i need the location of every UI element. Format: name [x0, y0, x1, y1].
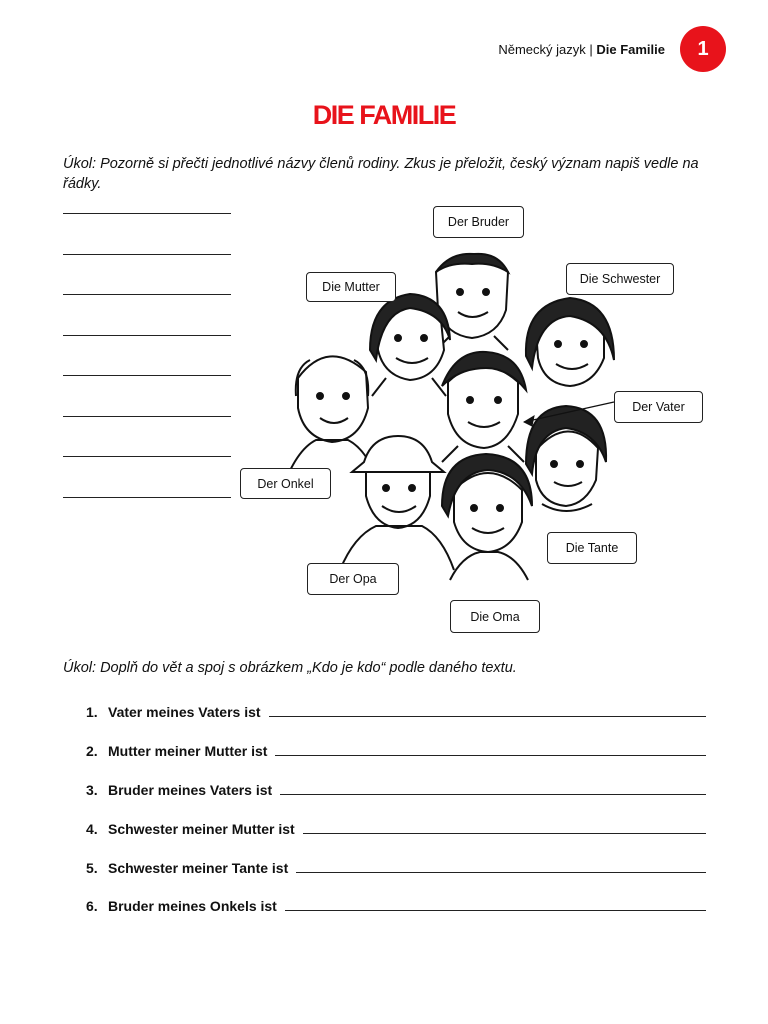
schwester-figure [526, 298, 614, 386]
page-number-badge: 1 [680, 26, 726, 72]
header-topic: Die Familie [596, 42, 665, 57]
oma-figure [442, 454, 532, 580]
answer-blank[interactable] [280, 782, 706, 795]
label-schwester: Die Schwester [566, 263, 674, 295]
question-list [86, 704, 706, 937]
answer-blank[interactable] [285, 898, 706, 911]
answer-line[interactable] [63, 374, 231, 376]
question-text: Schwester meiner Tante ist [108, 859, 289, 876]
answer-blank[interactable] [269, 704, 706, 717]
question-row [86, 704, 706, 743]
question-row [86, 898, 706, 937]
answer-blank[interactable] [296, 860, 706, 873]
answer-line[interactable] [63, 293, 231, 295]
label-onkel: Der Onkel [240, 468, 331, 499]
question-row [86, 821, 706, 860]
answer-line[interactable] [63, 455, 231, 457]
question-text: Mutter meiner Mutter ist [108, 742, 268, 759]
header-text [498, 42, 665, 57]
header-subject: Německý jazyk | [498, 42, 593, 57]
question-row [86, 782, 706, 821]
label-opa: Der Opa [307, 563, 399, 595]
question-number: 6. [86, 898, 98, 915]
tante-figure [526, 406, 606, 511]
answer-line[interactable] [63, 496, 231, 498]
question-number: 5. [86, 859, 98, 876]
label-bruder: Der Bruder [433, 206, 524, 238]
question-number: 3. [86, 781, 98, 798]
question-number: 1. [86, 704, 98, 720]
question-number: 4. [86, 820, 98, 837]
task-1-instructions: Úkol: Pozorně si přečti jednotlivé názvy členů rodiny. Zkus je přeložit, český význam napiš vedle na řádky. [63, 156, 699, 192]
question-text: Schwester meiner Mutter ist [108, 820, 295, 837]
task-2-instructions: Úkol: Doplň do vět a spoj s obrázkem „Kdo je kdo“ podle daného textu. [63, 660, 517, 676]
question-text: Vater meines Vaters ist [108, 704, 261, 720]
label-mutter: Die Mutter [306, 272, 396, 302]
answer-line[interactable] [63, 253, 231, 255]
label-tante: Die Tante [547, 532, 637, 564]
question-text: Bruder meines Vaters ist [108, 781, 273, 798]
label-vater: Der Vater [614, 391, 703, 423]
question-text: Bruder meines Onkels ist [108, 898, 277, 915]
vater-figure [442, 352, 526, 462]
opa-figure [340, 436, 454, 570]
page-title: DIE FAMILIE [312, 100, 456, 130]
translation-lines [63, 212, 231, 536]
question-row [86, 860, 706, 899]
bruder-figure [436, 254, 508, 350]
family-illustration [236, 200, 716, 640]
answer-blank[interactable] [303, 821, 706, 834]
question-number: 2. [86, 742, 98, 759]
answer-line[interactable] [63, 334, 231, 336]
question-row [86, 743, 706, 782]
label-oma: Die Oma [450, 600, 540, 633]
answer-line[interactable] [63, 212, 231, 214]
answer-line[interactable] [63, 415, 231, 417]
mutter-figure [370, 294, 450, 396]
answer-blank[interactable] [275, 743, 706, 756]
